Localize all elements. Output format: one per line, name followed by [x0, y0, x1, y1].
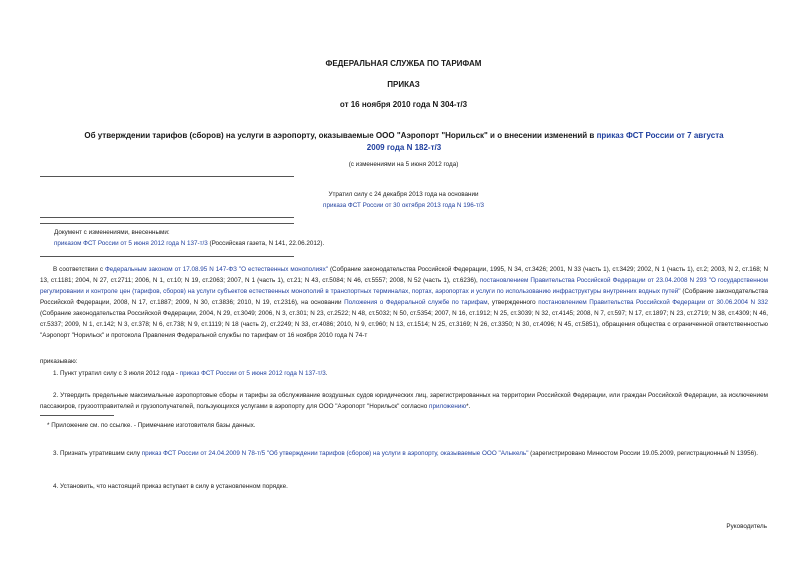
document-type: ПРИКАЗ — [387, 80, 420, 89]
changes-note: (с изменениями на 5 июня 2012 года) — [348, 161, 459, 168]
expired-notice: Утратил силу с 24 декабря 2013 года на основании — [328, 191, 479, 198]
appendix-link[interactable]: приложению — [429, 403, 467, 410]
signature-title: Руководитель — [726, 523, 767, 530]
amend-label: Документ с изменениями, внесенными: — [54, 229, 170, 236]
item-4: 4. Установить, что настоящий приказ вступает в силу в установленном порядке. — [53, 483, 288, 490]
orders-word: приказываю: — [40, 358, 78, 365]
footnote: * Приложение см. по ссылке. - Примечание изготовителя базы данных. — [47, 422, 256, 429]
item-2: 2. Утвердить предельные максимальные аэропортовые сборы и тарифы за обслуживание воздушных судов юридических лиц, зарегистрированных на территории Российской Федерации, или граждан Российской Федерации, за исключением пассажиров, грузоотправителей и грузополучателей, пользующихся услугами в аэропорту для ООО "Аэропорт "Норильск" согласно приложению*. — [40, 392, 768, 410]
fst-regulation-link[interactable]: Положения о Федеральной службе по тарифам — [344, 299, 488, 306]
amend-link[interactable]: приказом ФСТ России от 5 июня 2012 года N 137-т/3 — [54, 240, 208, 247]
divider — [40, 256, 294, 257]
decree-332-link[interactable]: постановлением Правительства Российской Федерации от 30.06.2004 N 332 — [538, 299, 768, 306]
amend-line: приказом ФСТ России от 5 июня 2012 года N 137-т/3 (Российская газета, N 141, 22.06.2012). — [54, 240, 325, 247]
document-title — [40, 130, 768, 154]
divider — [40, 217, 294, 218]
item-1-link[interactable]: приказ ФСТ России от 5 июня 2012 года N 137-т/3 — [179, 370, 326, 377]
item-1: 1. Пункт утратил силу с 3 июля 2012 года - приказ ФСТ России от 5 июня 2012 года N 137-т/3. — [53, 370, 328, 377]
expired-link[interactable]: приказа ФСТ России от 30 октября 2013 года N 196-т/3 — [323, 202, 484, 209]
divider — [40, 223, 294, 224]
footnote-divider — [40, 415, 114, 416]
document-date: от 16 ноября 2010 года N 304-т/3 — [339, 100, 468, 109]
law-147-link[interactable]: Федеральным законом от 17.08.95 N 147-ФЗ "О естественных монополиях" — [105, 266, 328, 273]
title-text: Об утверждении тарифов (сборов) на услуги в аэропорту, оказываемые ООО "Аэропорт "Норильск" и о внесении изменений в — [84, 131, 597, 140]
preamble-paragraph: В соответствии с Федеральным законом от 17.08.95 N 147-ФЗ "О естественных монополиях" (Собрание законодательства Российской Федерации, 1995, N 34, ст.3426; 2001, N 33 (часть 1), ст.3429; 2002, N 1 (часть 1), ст.2; 2003, N 2, ст.168; N 13, ст.1181; 2004, N 27, ст.2711; 2006, N 1, ст.10; N 19, ст.2063; 2007, N 1 (часть 1), ст.21; N 43, ст.5084; N 46, ст.5557; 2008, N 52 (часть 1), ст.6236), постановлением Правительства Российской Федерации от 23.04.2008 N 293 "О государственном регулировании и контроле цен (тарифов, сборов) на услуги субъектов естественных монополий в транспортных терминалах, портах, аэропортах и услуги по использованию инфраструктуры внутренних водных путей" (Собрание законодательства Российской Федерации, 2008, N 17, ст.1887; 2009, N 30, ст.3836; 2010, N 19, ст.2316), на основании Положения о Федеральной службе по тарифам, утвержденного постановлением Правительства Российской Федерации от 30.06.2004 N 332 (Собрание законодательства Российской Федерации, 2004, N 29, ст.3049; 2006, N 3, ст.301; N 23, ст.2522; N 48, ст.5032; N 50, ст.5354; 2007, N 16, ст.1912; N 25, ст.3039; N 32, ст.4145; 2008, N 7, ст.597; N 17, ст.1897; N 23, ст.2719; N 38, ст.4309; N 46, ст.5337; 2009, N 1, ст.142; N 3, ст.378; N 6, ст.738; N 9, ст.1119; N 18 (часть 2), ст.2249; N 33, ст.4086; 2010, N 9, ст.960; N 13, ст.1514; N 25, ст.3169; N 26, ст.3350; N 30, ст.4096; N 45, ст.5851), обращения общества с ограниченной ответственностью "Аэропорт "Норильск" и протокола Правления Федеральной службы по тарифам от 16 ноября 2010 года N 74-т — [40, 266, 769, 339]
decree-293-link[interactable]: постановлением Правительства Российской Федерации от 23.04.2008 N 293 "О государственном регулировании и контроле цен (тарифов, сборов) на услуги субъектов естественных монополий в транспортных терминалах, портах, аэропортах и услуги по использованию инфраструктуры внутренних водных путей" — [40, 277, 768, 295]
item-3: 3. Признать утратившим силу приказ ФСТ России от 24.04.2009 N 78-т/5 "Об утверждении тарифов (сборов) на услуги в аэропорту, оказываемые ООО "Алыкель" (зарегистрировано Минюстом России 19.05.2009, регистрационный N 13956). — [53, 450, 758, 457]
agency-name: ФЕДЕРАЛЬНАЯ СЛУЖБА ПО ТАРИФАМ — [325, 59, 482, 68]
order-78-link[interactable]: приказ ФСТ России от 24.04.2009 N 78-т/5 "Об утверждении тарифов (сборов) на услуги в аэропорту, оказываемые ООО "Алыкель" — [141, 450, 529, 457]
title-link-order-182[interactable]: приказ ФСТ России от 7 августа 2009 года N 182-т/3 — [366, 131, 724, 152]
divider — [40, 176, 294, 177]
